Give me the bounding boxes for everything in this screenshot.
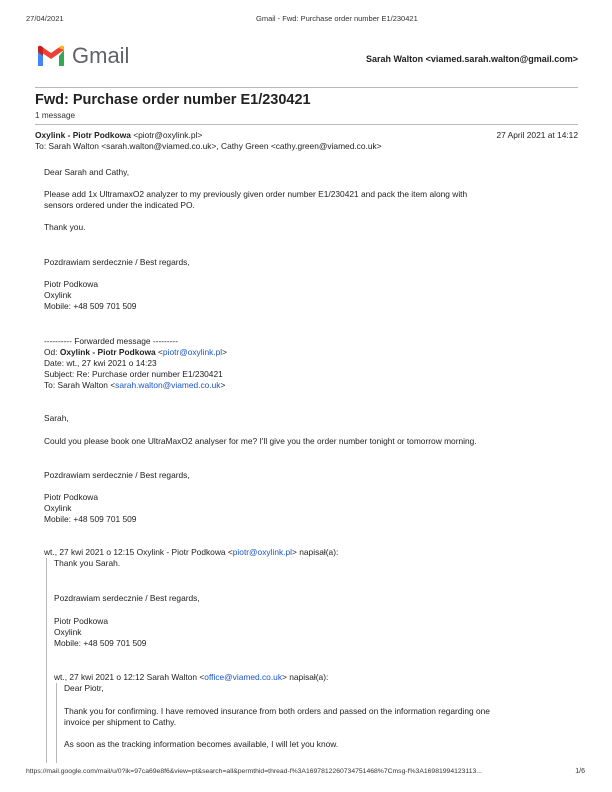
- forward-regards: Pozdrawiam serdecznie / Best regards,: [44, 470, 190, 480]
- forward-from: [44, 347, 227, 357]
- print-date: 27/04/2021: [26, 14, 64, 23]
- signature-company: Oxylink: [44, 290, 72, 300]
- forward-from-label: Od:: [44, 347, 60, 357]
- body-line-2: sensors ordered under the indicated PO.: [44, 200, 195, 210]
- quote1-sig-mobile: Mobile: +48 509 701 509: [54, 638, 147, 648]
- quote2-greeting: Dear Piotr,: [64, 683, 104, 693]
- print-title: Gmail - Fwd: Purchase order number E1/230421: [256, 14, 418, 23]
- gmail-wordmark: Gmail: [72, 43, 130, 68]
- forward-from-email-link[interactable]: piotr@oxylink.pl: [162, 347, 223, 357]
- forward-to-bracket-close: >: [220, 380, 226, 390]
- quote1-attribution: [44, 547, 338, 557]
- quote1-sig-company: Oxylink: [54, 627, 82, 637]
- sender-line: [35, 130, 202, 140]
- message-date: 27 April 2021 at 14:12: [496, 130, 578, 140]
- forward-sig-company: Oxylink: [44, 503, 72, 513]
- greeting: Dear Sarah and Cathy,: [44, 167, 130, 177]
- sender-name: Oxylink - Piotr Podkowa: [35, 130, 131, 140]
- forward-sig-mobile: Mobile: +48 509 701 509: [44, 514, 137, 524]
- body-line-1: Please add 1x UltramaxO2 analyzer to my previously given order number E1/230421 and pack the item along with: [44, 189, 468, 199]
- forward-date: Date: wt., 27 kwi 2021 o 14:23: [44, 358, 157, 368]
- signature-mobile: Mobile: +48 509 701 509: [44, 301, 137, 311]
- signature-name: Piotr Podkowa: [44, 279, 98, 289]
- forward-subject: Subject: Re: Purchase order number E1/230421: [44, 369, 223, 379]
- quote2-body-line-2: invoice per shipment to Cathy.: [64, 717, 177, 727]
- quote2-body-line-3: As soon as the tracking information becomes available, I will let you know.: [64, 739, 339, 749]
- thanks-line: Thank you.: [44, 222, 86, 232]
- forward-separator: ---------- Forwarded message ---------: [44, 336, 178, 346]
- forward-body: Could you please book one UltraMaxO2 analyser for me? I'll give you the order number tonight or tomorrow morning.: [44, 436, 477, 446]
- quote1-bar: [46, 558, 47, 792]
- gmail-logo-icon: [36, 44, 66, 68]
- quote2-attribution-text: wt., 27 kwi 2021 o 12:12 Sarah Walton <: [54, 672, 205, 682]
- header-divider: [35, 87, 578, 88]
- thread-subject: Fwd: Purchase order number E1/230421: [35, 92, 311, 108]
- quote2-email-link[interactable]: office@viamed.co.uk: [204, 672, 283, 682]
- quote1-attribution-text: wt., 27 kwi 2021 o 12:15 Oxylink - Piotr Podkowa <: [44, 547, 233, 557]
- message-divider: [35, 124, 578, 125]
- quote1-attribution-suffix: > napisał(a):: [292, 547, 339, 557]
- account-label: Sarah Walton <viamed.sarah.walton@gmail.com>: [365, 54, 578, 64]
- forward-from-bracket-close: >: [222, 347, 228, 357]
- sender-email: <piotr@oxylink.pl>: [133, 130, 203, 140]
- forward-from-name: Oxylink - Piotr Podkowa: [59, 347, 156, 357]
- message-count: 1 message: [35, 111, 76, 120]
- print-page-number: 1/6: [575, 768, 585, 775]
- forward-greeting: Sarah,: [44, 413, 69, 423]
- forward-to-email-link[interactable]: sarah.walton@viamed.co.uk: [115, 380, 221, 390]
- print-url: https://mail.google.com/mail/u/0?ik=97ca69e8f6&view=pt&search=all&permthid=thread-f%3A1697812260734751468%7Cmsg-f%3A16981994123113...: [26, 768, 482, 775]
- quote2-attribution: [54, 672, 328, 682]
- forward-sig-name: Piotr Podkowa: [44, 492, 98, 502]
- quote1-email-link[interactable]: piotr@oxylink.pl: [232, 547, 293, 557]
- quote1-thanks: Thank you Sarah.: [54, 558, 121, 568]
- forward-to-label: To: Sarah Walton <: [44, 380, 116, 390]
- forward-to: [44, 380, 225, 390]
- quote1-regards: Pozdrawiam serdecznie / Best regards,: [54, 593, 200, 603]
- forward-from-bracket-open: <: [155, 347, 163, 357]
- recipients: To: Sarah Walton <sarah.walton@viamed.co.uk>, Cathy Green <cathy.green@viamed.co.uk>: [35, 141, 382, 151]
- quote1-sig-name: Piotr Podkowa: [54, 616, 108, 626]
- quote2-body-line-1: Thank you for confirming. I have removed insurance from both orders and passed on the information regarding one: [64, 706, 490, 716]
- signature-regards: Pozdrawiam serdecznie / Best regards,: [44, 257, 190, 267]
- quote2-attribution-suffix: > napisał(a):: [282, 672, 329, 682]
